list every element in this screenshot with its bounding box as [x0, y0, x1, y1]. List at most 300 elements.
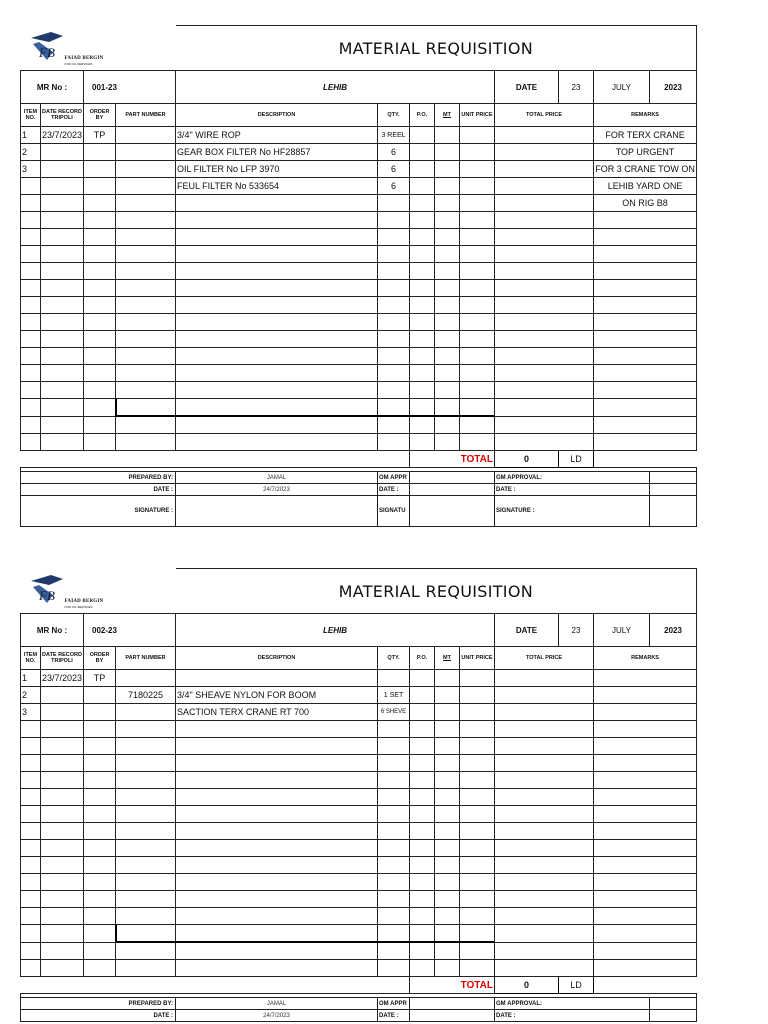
total-price-cell [495, 382, 594, 399]
date-record-cell [41, 704, 84, 721]
po-cell [410, 942, 435, 960]
signature-label: SIGNATURE : [21, 496, 176, 527]
unit-price-cell [460, 144, 495, 161]
date-record-cell [41, 161, 84, 178]
part-number-cell [116, 297, 176, 314]
order-by-cell [84, 416, 116, 434]
company-name: FAIAD BERGIN [64, 598, 104, 604]
qty-cell [378, 891, 410, 908]
mt-cell [435, 297, 460, 314]
po-cell [410, 178, 435, 195]
qty-cell [378, 789, 410, 806]
qty-cell [378, 823, 410, 840]
item-no-cell [21, 925, 41, 943]
remarks-cell [594, 229, 697, 246]
table-row [21, 246, 697, 263]
qty-cell: 6 SHEVE [378, 704, 410, 721]
unit-price-cell [460, 687, 495, 704]
total-price-cell [495, 789, 594, 806]
qty-cell [378, 314, 410, 331]
table-row [21, 314, 697, 331]
qty-cell [378, 280, 410, 297]
po-cell [410, 195, 435, 212]
unit-price-cell [460, 925, 495, 943]
total-price-cell [495, 365, 594, 382]
item-no-cell [21, 772, 41, 789]
header-unit-price: UNIT PRICE [460, 647, 495, 670]
order-by-cell [84, 280, 116, 297]
description-cell [176, 399, 378, 417]
date-record-cell [41, 857, 84, 874]
logo-area [21, 26, 176, 71]
remarks-cell [594, 721, 697, 738]
mr-label: MR No : [21, 614, 84, 647]
po-cell [410, 434, 435, 451]
order-by-cell [84, 908, 116, 925]
part-number-cell [116, 229, 176, 246]
part-number-cell [116, 434, 176, 451]
remarks-cell [594, 212, 697, 229]
mr-number: 002-23 [84, 614, 176, 647]
date-year: 2023 [650, 614, 697, 647]
date-label: DATE [495, 71, 559, 104]
table-row [21, 840, 697, 857]
mt-cell [435, 280, 460, 297]
order-by-cell [84, 331, 116, 348]
mt-cell [435, 942, 460, 960]
unit-price-cell [460, 399, 495, 417]
description-cell: OIL FILTER No LFP 3970 [176, 161, 378, 178]
table-row [21, 195, 697, 212]
mt-cell [435, 246, 460, 263]
header-mt: MT [435, 104, 460, 127]
order-by-cell [84, 229, 116, 246]
table-row [21, 789, 697, 806]
po-cell [410, 704, 435, 721]
qty-cell [378, 721, 410, 738]
order-by-cell [84, 806, 116, 823]
unit-price-cell [460, 331, 495, 348]
description-cell [176, 314, 378, 331]
prepared-by-label: PREPARED BY: [21, 998, 176, 1010]
table-row [21, 960, 697, 977]
svg-text:FB: FB [38, 44, 55, 60]
header-description: DESCRIPTION [176, 104, 378, 127]
table-row [21, 382, 697, 399]
date-record-cell [41, 925, 84, 943]
remarks-cell [594, 399, 697, 417]
qty-cell [378, 399, 410, 417]
mr-number: 001-23 [84, 71, 176, 104]
qty-cell [378, 942, 410, 960]
table-row [21, 806, 697, 823]
po-cell [410, 280, 435, 297]
order-by-cell [84, 772, 116, 789]
item-no-cell [21, 874, 41, 891]
item-no-cell [21, 840, 41, 857]
date-record-cell [41, 874, 84, 891]
header-description: DESCRIPTION [176, 647, 378, 670]
po-cell [410, 960, 435, 977]
item-no-cell [21, 942, 41, 960]
header-item-no: ITEM NO. [21, 104, 41, 127]
date-record-cell [41, 789, 84, 806]
item-no-cell: 1 [21, 127, 41, 144]
qty-cell [378, 382, 410, 399]
po-cell [410, 789, 435, 806]
remarks-cell [594, 263, 697, 280]
po-cell [410, 212, 435, 229]
prepared-by: JAMAL [176, 998, 378, 1010]
part-number-cell: 7180225 [116, 687, 176, 704]
item-no-cell [21, 178, 41, 195]
item-no-cell [21, 212, 41, 229]
mt-cell [435, 721, 460, 738]
header-qty: QTY. [378, 104, 410, 127]
part-number-cell [116, 704, 176, 721]
mt-cell [435, 772, 460, 789]
part-number-cell [116, 721, 176, 738]
table-row [21, 738, 697, 755]
part-number-cell [116, 908, 176, 925]
date-record-cell [41, 687, 84, 704]
item-no-cell [21, 960, 41, 977]
qty-cell: 3 REEL [378, 127, 410, 144]
remarks-cell: FOR TERX CRANE [594, 127, 697, 144]
order-by-cell [84, 840, 116, 857]
om-approval-label: OM APPR [378, 472, 410, 484]
order-by-cell [84, 297, 116, 314]
description-cell [176, 789, 378, 806]
table-row [21, 127, 697, 144]
description-cell [176, 755, 378, 772]
header-item-no: ITEM NO. [21, 647, 41, 670]
part-number-cell [116, 942, 176, 960]
remarks-cell [594, 670, 697, 687]
total-price-cell [495, 399, 594, 417]
item-no-cell [21, 365, 41, 382]
prepared-date-label: DATE : [21, 484, 176, 496]
part-number-cell [116, 416, 176, 434]
total-price-cell [495, 263, 594, 280]
prepared-by: JAMAL [176, 472, 378, 484]
unit-price-cell [460, 348, 495, 365]
item-no-cell [21, 416, 41, 434]
date-record-cell [41, 416, 84, 434]
total-price-cell [495, 738, 594, 755]
total-label: TOTAL [410, 977, 495, 994]
qty-cell [378, 416, 410, 434]
order-by-cell [84, 348, 116, 365]
header-unit-price: UNIT PRICE [460, 104, 495, 127]
order-by-cell [84, 891, 116, 908]
table-row [21, 263, 697, 280]
unit-price-cell [460, 178, 495, 195]
location-title: LEHIB [176, 614, 495, 647]
total-price-cell [495, 704, 594, 721]
remarks-cell [594, 687, 697, 704]
po-cell [410, 297, 435, 314]
qty-cell [378, 738, 410, 755]
unit-price-cell [460, 874, 495, 891]
mr-label: MR No : [21, 71, 84, 104]
order-by-cell [84, 738, 116, 755]
date-record-cell [41, 195, 84, 212]
description-cell [176, 229, 378, 246]
remarks-cell [594, 960, 697, 977]
table-row [21, 772, 697, 789]
total-price-cell [495, 772, 594, 789]
unit-price-cell [460, 670, 495, 687]
po-cell [410, 144, 435, 161]
qty-cell [378, 297, 410, 314]
description-cell: FEUL FILTER No 533654 [176, 178, 378, 195]
total-price-cell [495, 314, 594, 331]
order-by-cell: TP [84, 670, 116, 687]
date-record-cell [41, 246, 84, 263]
order-by-cell [84, 704, 116, 721]
item-no-cell [21, 891, 41, 908]
unit-price-cell [460, 840, 495, 857]
order-by-cell: TP [84, 127, 116, 144]
remarks-cell [594, 908, 697, 925]
item-no-cell [21, 399, 41, 417]
gm-date-label: DATE : [495, 1010, 650, 1022]
mt-cell [435, 823, 460, 840]
mt-cell [435, 416, 460, 434]
remarks-cell: ON RIG B8 [594, 195, 697, 212]
description-cell [176, 331, 378, 348]
part-number-cell [116, 331, 176, 348]
part-number-cell [116, 365, 176, 382]
remarks-cell [594, 416, 697, 434]
header-total-price: TOTAL PRICE [495, 647, 594, 670]
part-number-cell [116, 399, 176, 417]
table-row [21, 874, 697, 891]
header-order-by: ORDER BY [84, 104, 116, 127]
date-record-cell [41, 908, 84, 925]
date-record-cell [41, 280, 84, 297]
unit-price-cell [460, 263, 495, 280]
total-price-cell [495, 670, 594, 687]
mt-cell [435, 195, 460, 212]
total-price-cell [495, 297, 594, 314]
table-row [21, 823, 697, 840]
po-cell [410, 246, 435, 263]
item-no-cell [21, 331, 41, 348]
item-no-cell [21, 434, 41, 451]
part-number-cell [116, 840, 176, 857]
date-record-cell [41, 348, 84, 365]
date-record-cell [41, 806, 84, 823]
mt-cell [435, 704, 460, 721]
remarks-cell: LEHIB YARD ONE [594, 178, 697, 195]
mt-cell [435, 738, 460, 755]
mt-cell [435, 891, 460, 908]
date-record-cell [41, 772, 84, 789]
mt-cell [435, 178, 460, 195]
prepared-date: 24/7/2023 [176, 1010, 378, 1022]
date-record-cell: 23/7/2023 [41, 127, 84, 144]
date-record-cell [41, 229, 84, 246]
description-cell [176, 806, 378, 823]
order-by-cell [84, 195, 116, 212]
po-cell [410, 399, 435, 417]
remarks-cell [594, 314, 697, 331]
part-number-cell [116, 857, 176, 874]
remarks-cell [594, 246, 697, 263]
description-cell [176, 857, 378, 874]
qty-cell [378, 874, 410, 891]
po-cell [410, 314, 435, 331]
description-cell [176, 297, 378, 314]
part-number-cell [116, 382, 176, 399]
remarks-cell [594, 891, 697, 908]
part-number-cell [116, 127, 176, 144]
mt-cell [435, 806, 460, 823]
po-cell [410, 755, 435, 772]
table-row [21, 891, 697, 908]
remarks-cell [594, 297, 697, 314]
mt-cell [435, 399, 460, 417]
po-cell [410, 874, 435, 891]
order-by-cell [84, 960, 116, 977]
order-by-cell [84, 212, 116, 229]
qty-cell [378, 670, 410, 687]
description-cell [176, 280, 378, 297]
mt-cell [435, 925, 460, 943]
order-by-cell [84, 823, 116, 840]
po-cell [410, 365, 435, 382]
total-price-cell [495, 416, 594, 434]
header-part-number: PART NUMBER [116, 104, 176, 127]
unit-price-cell [460, 280, 495, 297]
qty-cell: 1 SET [378, 687, 410, 704]
om-signature-label: SIGNATU [378, 496, 410, 527]
total-price-cell [495, 212, 594, 229]
po-cell [410, 891, 435, 908]
po-cell [410, 348, 435, 365]
po-cell [410, 908, 435, 925]
description-cell: 3/4" SHEAVE NYLON FOR BOOM [176, 687, 378, 704]
description-cell [176, 840, 378, 857]
order-by-cell [84, 857, 116, 874]
item-no-cell [21, 755, 41, 772]
po-cell [410, 687, 435, 704]
order-by-cell [84, 246, 116, 263]
table-row [21, 161, 697, 178]
unit-price-cell [460, 789, 495, 806]
part-number-cell [116, 195, 176, 212]
table-row [21, 434, 697, 451]
part-number-cell [116, 263, 176, 280]
description-cell [176, 891, 378, 908]
total-price-cell [495, 161, 594, 178]
item-no-cell [21, 382, 41, 399]
part-number-cell [116, 891, 176, 908]
header-date-record: DATE RECORD TRIPOLI [41, 647, 84, 670]
item-no-cell [21, 229, 41, 246]
requisition-form-2 [20, 568, 696, 1022]
table-row [21, 687, 697, 704]
total-label: TOTAL [410, 451, 495, 468]
order-by-cell [84, 687, 116, 704]
company-subtitle: FOR OIL SERVICES [64, 61, 93, 66]
qty-cell [378, 908, 410, 925]
item-no-cell [21, 857, 41, 874]
unit-price-cell [460, 908, 495, 925]
total-price-cell [495, 195, 594, 212]
remarks-cell [594, 331, 697, 348]
po-cell [410, 161, 435, 178]
date-record-cell [41, 212, 84, 229]
mt-cell [435, 857, 460, 874]
gm-signature-label: SIGNATURE : [495, 496, 650, 527]
unit-price-cell [460, 772, 495, 789]
item-no-cell [21, 297, 41, 314]
form-title: MATERIAL REQUISITION [176, 569, 697, 614]
part-number-cell [116, 161, 176, 178]
qty-cell [378, 925, 410, 943]
table-row [21, 212, 697, 229]
item-no-cell [21, 908, 41, 925]
date-record-cell [41, 331, 84, 348]
table-row [21, 755, 697, 772]
total-price-cell [495, 823, 594, 840]
total-price-cell [495, 960, 594, 977]
table-row [21, 178, 697, 195]
remarks-cell [594, 382, 697, 399]
date-record-cell [41, 144, 84, 161]
location-title: LEHIB [176, 71, 495, 104]
qty-cell [378, 772, 410, 789]
om-date-label: DATE : [378, 484, 410, 496]
mt-cell [435, 908, 460, 925]
qty-cell [378, 755, 410, 772]
date-record-cell [41, 960, 84, 977]
po-cell [410, 229, 435, 246]
svg-text:FB: FB [38, 587, 55, 603]
date-record-cell [41, 434, 84, 451]
om-date-label: DATE : [378, 1010, 410, 1022]
prepared-date: 24/7/2023 [176, 484, 378, 496]
po-cell [410, 738, 435, 755]
table-row [21, 942, 697, 960]
part-number-cell [116, 246, 176, 263]
header-total-price: TOTAL PRICE [495, 104, 594, 127]
total-price-cell [495, 721, 594, 738]
unit-price-cell [460, 416, 495, 434]
mt-cell [435, 348, 460, 365]
description-cell: 3/4" WIRE ROP [176, 127, 378, 144]
description-cell [176, 823, 378, 840]
item-no-cell [21, 195, 41, 212]
date-label: DATE [495, 614, 559, 647]
part-number-cell [116, 348, 176, 365]
remarks-cell [594, 434, 697, 451]
order-by-cell [84, 721, 116, 738]
date-record-cell [41, 942, 84, 960]
qty-cell: 6 [378, 178, 410, 195]
date-record-cell [41, 721, 84, 738]
unit-price-cell [460, 246, 495, 263]
part-number-cell [116, 670, 176, 687]
order-by-cell [84, 178, 116, 195]
description-cell [176, 908, 378, 925]
po-cell [410, 806, 435, 823]
item-no-cell [21, 789, 41, 806]
unit-price-cell [460, 297, 495, 314]
